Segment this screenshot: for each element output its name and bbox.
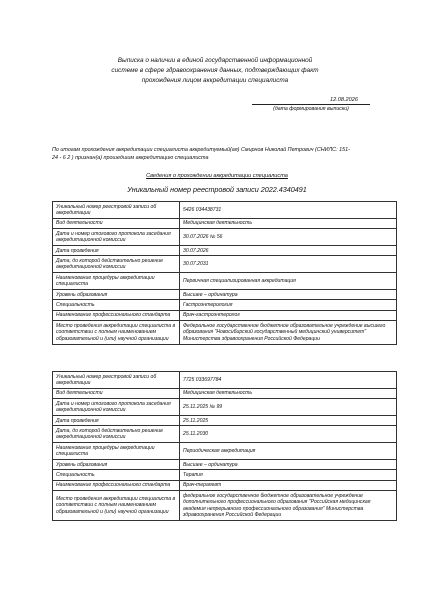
record-row [53,460,397,470]
record-row [53,256,397,273]
record-row [53,273,397,290]
record-value: Периодическая аккредитация [180,443,397,460]
record-value: 30.07.2026 № 56 [180,229,397,246]
record-label: Уникальный номер реестровой записи об аккредитации [53,202,180,219]
record-value: 25.11.2025 № 99 [180,399,397,416]
record-label: Наименование процедуры аккредитации специалиста [53,443,180,460]
record-row [53,300,397,310]
record-row [53,399,397,416]
record-value: 25.11.2030 [180,426,397,443]
record-value: Высшее – ординатура [180,290,397,300]
intro-paragraph [52,146,382,162]
record-label: Вид деятельности [53,388,180,398]
accreditation-record-table [52,201,397,345]
record-row [53,416,397,426]
title-line: прохождения лицом аккредитации специалиста [141,77,289,84]
record-row [53,443,397,460]
record-value: 25.11.2025 [180,416,397,426]
record-label: Дата проведения [53,246,180,256]
record-value: Первичная специализированная аккредитация [180,273,397,290]
record-value: 7725 033697784 [180,372,397,389]
record-label: Наименование профессионального стандарта [53,310,180,320]
section-subheading: Сведения о прохождении аккредитации специалиста [146,173,288,179]
record-value: Медицинская деятельность [180,388,397,398]
issue-date-block [252,96,370,113]
record-label: Дата, до которой действительно решение аккредитационной комиссии [53,256,180,273]
record-row [53,246,397,256]
record-value: Врач-терапевт [180,480,397,490]
record-label: Место проведения аккредитации специалиста в соответствии с полным наименованием образовательной и (или) научной организации [53,321,180,344]
accreditation-record-table [52,371,397,521]
record-value: 30.07.2031 [180,256,397,273]
record-row [53,218,397,228]
registry-number: Уникальный номер реестровой записи 2022.4340491 [127,185,307,194]
record-label: Вид деятельности [53,218,180,228]
record-label: Специальность [53,470,180,480]
record-value: 5426 034438731 [180,202,397,219]
document-title [60,56,370,86]
intro-line: 24 - 6 2 ) признан(а) прошедшим аккредитацию специалиста [52,155,209,161]
record-label: Дата, до которой действительно решение аккредитационной комиссии [53,426,180,443]
record-value: федеральное государственное бюджетное образовательное учреждение дополнительного профессионального образования "Российская медицинская академия непрерывного профессионального образования" Министерства здравоохранения Российской Федерации [180,491,397,521]
record-label: Дата и номер итогового протокола заседания аккредитационной комиссии [53,399,180,416]
record-label: Наименование профессионального стандарта [53,480,180,490]
record-value: Медицинская деятельность [180,218,397,228]
record-row [53,202,397,219]
record-value: Терапия [180,470,397,480]
record-label: Место проведения аккредитации специалиста в соответствии с полным наименованием образовательной и (или) научной организации [53,491,180,521]
record-value: Врач-гастроэнтеролог [180,310,397,320]
record-row [53,388,397,398]
record-row [53,480,397,490]
title-line: Выписка о наличии в единой государственной информационной [117,57,313,64]
record-label: Дата и номер итогового протокола заседания аккредитационной комиссии [53,229,180,246]
record-row [53,310,397,320]
title-line: системе в сфере здравоохранения данных, подтверждающих факт [111,67,319,74]
record-label: Специальность [53,300,180,310]
record-row [53,491,397,521]
issue-date-caption: (дата формирования выписки) [273,106,349,112]
record-row [53,229,397,246]
record-label: Уровень образования [53,290,180,300]
record-value: 30.07.2026 [180,246,397,256]
record-row [53,470,397,480]
record-label: Уровень образования [53,460,180,470]
record-value: Федеральное государственное бюджетное образовательное учреждение высшего образования "Новосибирский государственный медицинский университет" Министерства здравоохранения Российской Федерации [180,321,397,344]
record-value: Гастроэнтерология [180,300,397,310]
intro-line: По итогам прохождения аккредитации специалиста аккредитуемый(ая) Смирнов Николай Петрович (СНИЛС: 151- [52,147,350,153]
issue-date: 12.08.2026 [252,96,370,105]
record-label: Наименование процедуры аккредитации специалиста [53,273,180,290]
record-row [53,372,397,389]
record-row [53,290,397,300]
record-row [53,426,397,443]
record-label: Уникальный номер реестровой записи об аккредитации [53,372,180,389]
record-value: Высшее – ординатура [180,460,397,470]
record-label: Дата проведения [53,416,180,426]
record-row [53,321,397,344]
